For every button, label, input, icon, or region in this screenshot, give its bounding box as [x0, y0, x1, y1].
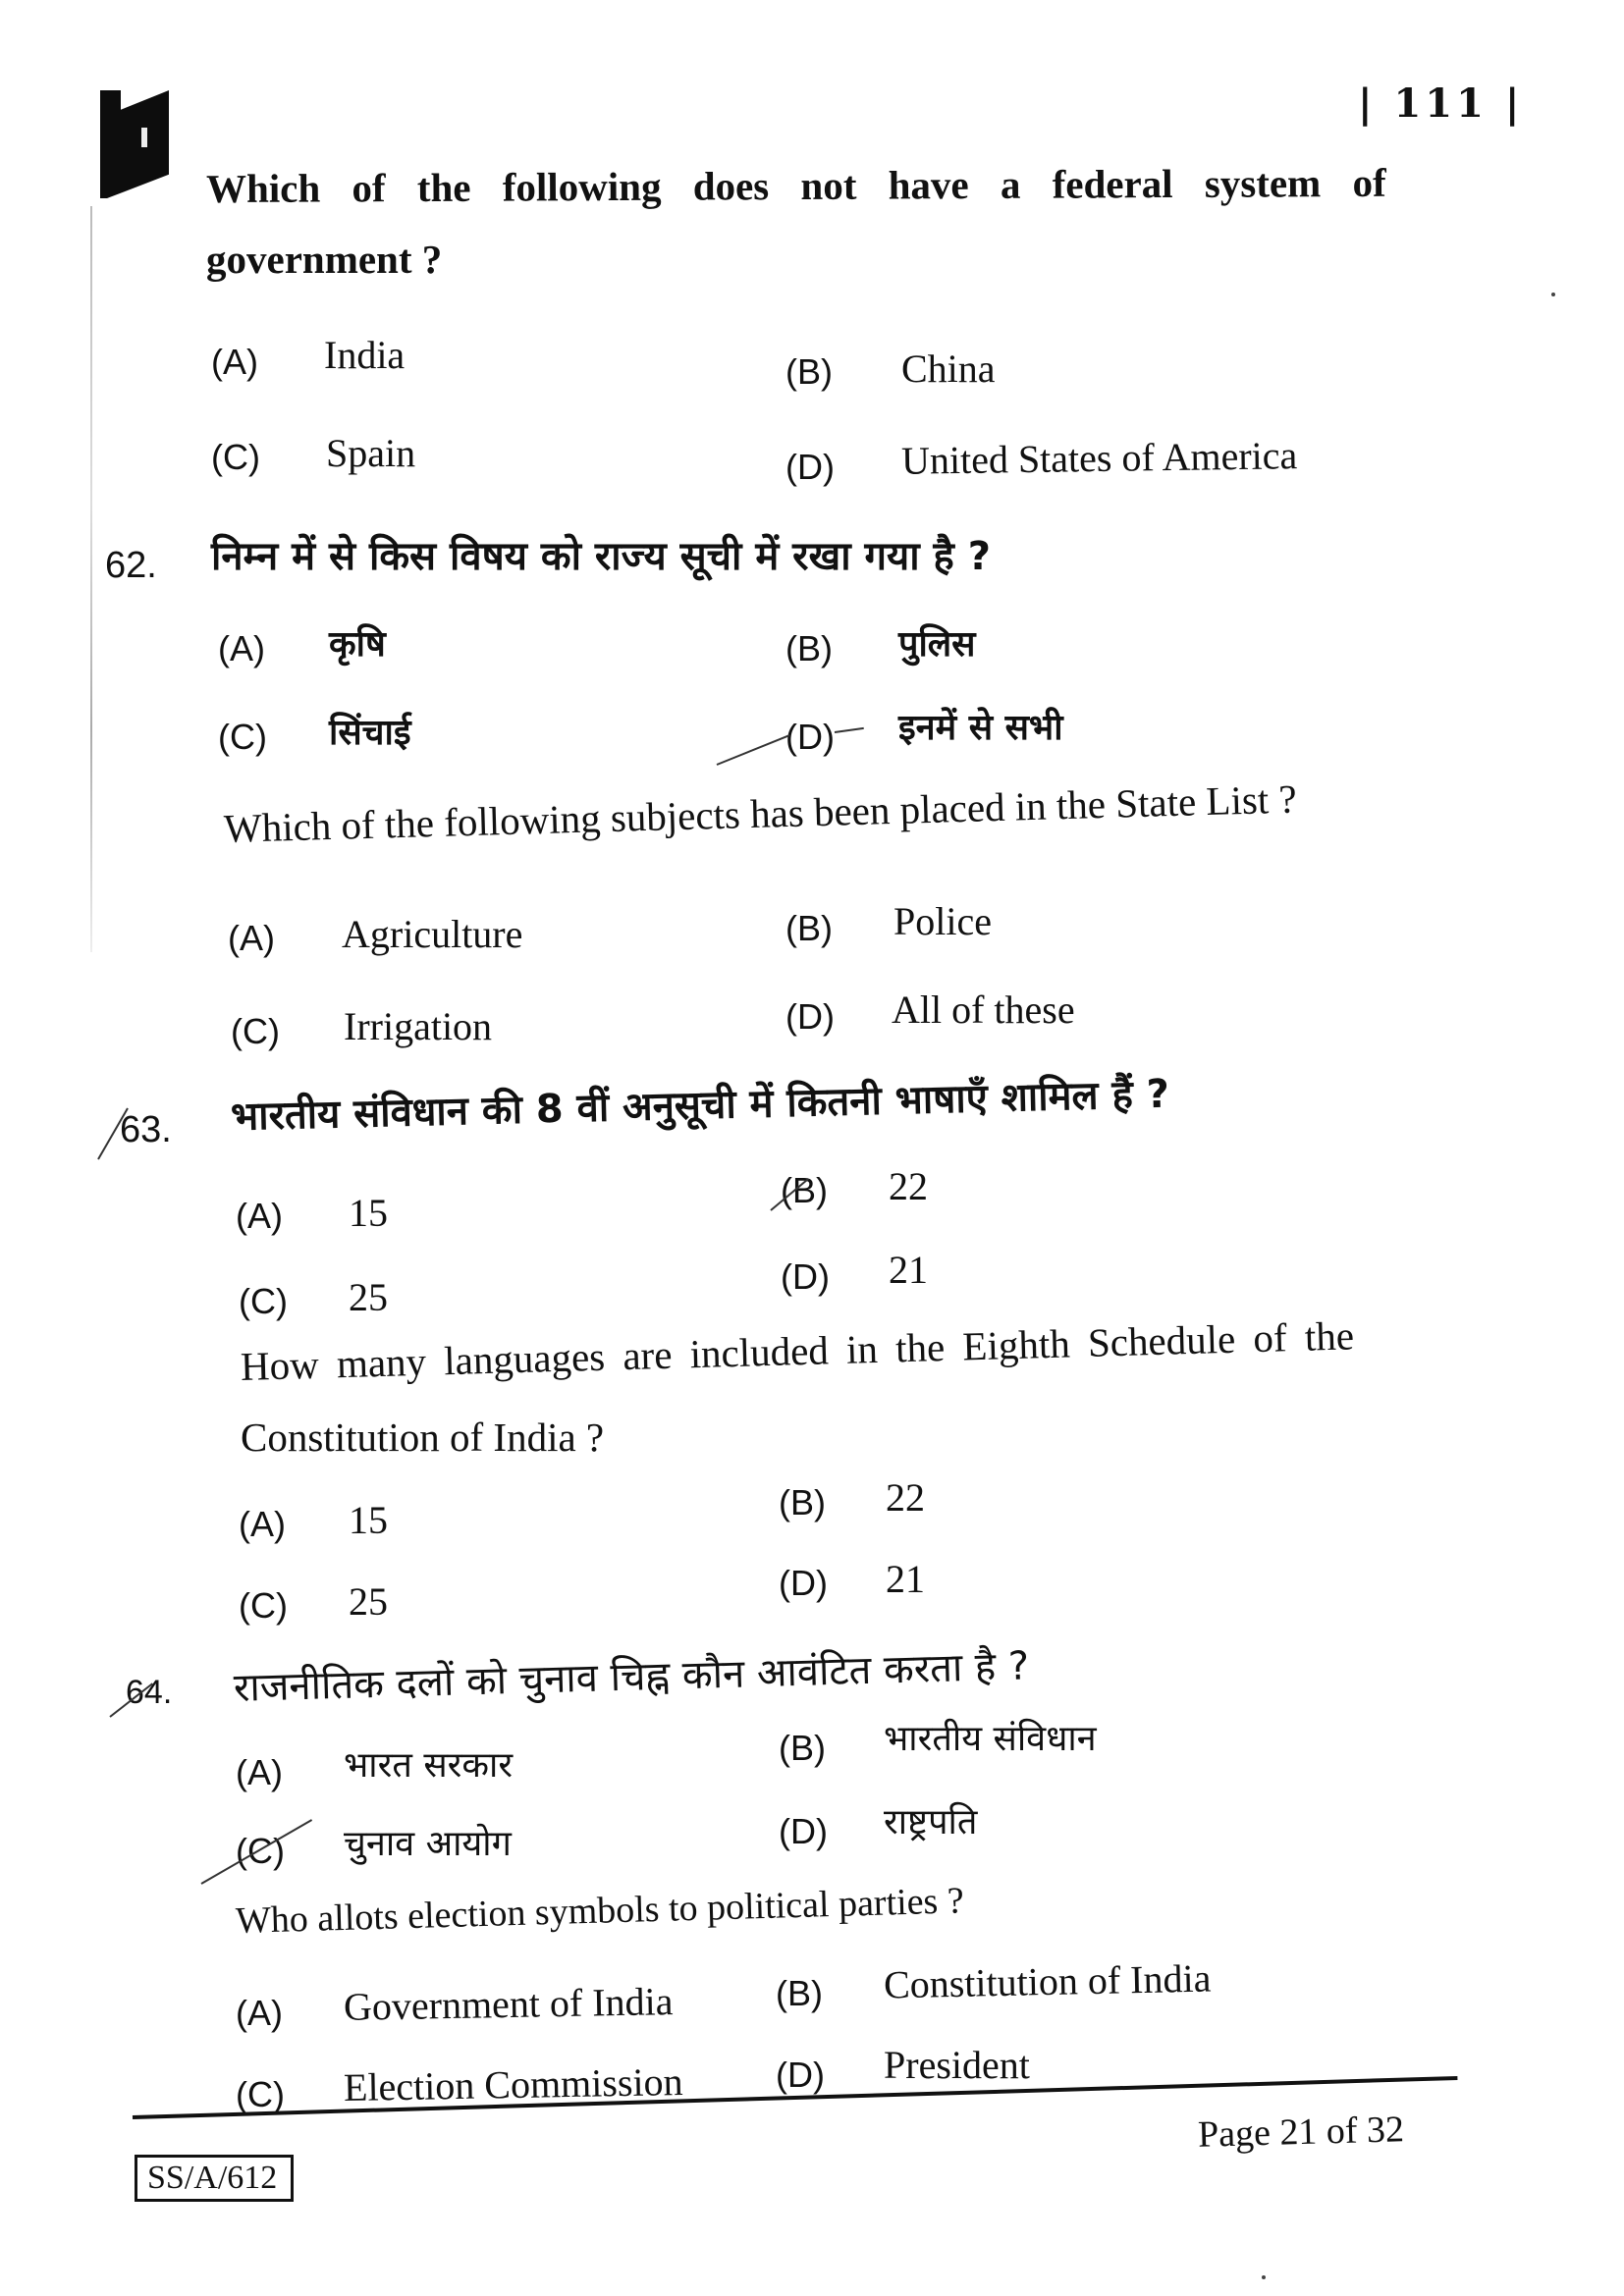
left-margin-shadow	[90, 206, 92, 952]
option-text: Election Commission	[343, 2058, 683, 2110]
option-label-marked: (D)	[785, 717, 835, 757]
option-label-marked: (C)	[236, 1831, 285, 1871]
question-61-text-line2: government ?	[206, 237, 443, 282]
option-text: Government of India	[343, 1979, 674, 2029]
option-text: 21	[889, 1248, 928, 1292]
option-label: (C)	[239, 1281, 288, 1321]
option-text: 22	[886, 1475, 925, 1520]
option-label: (B)	[785, 628, 833, 668]
option-label: (C)	[236, 2074, 285, 2114]
option-label: (A)	[236, 1196, 283, 1236]
option-label: (D)	[785, 447, 835, 487]
option-text: Spain	[326, 431, 416, 475]
option-label: (B)	[785, 351, 833, 392]
option-label: (D)	[779, 1563, 828, 1603]
option-label: (A)	[218, 628, 265, 668]
option-text: 21	[886, 1557, 925, 1601]
pen-tick-mark	[835, 727, 864, 733]
option-label: (B)	[779, 1482, 826, 1522]
option-label: (A)	[228, 918, 275, 958]
option-text: राष्ट्रपति	[884, 1802, 978, 1842]
option-text: President	[884, 2043, 1030, 2087]
option-text: China	[901, 347, 996, 391]
option-label: (D)	[776, 2055, 825, 2095]
option-label: (C)	[231, 1011, 280, 1051]
pen-tick-mark	[717, 734, 790, 766]
option-text: Constitution of India	[883, 1955, 1212, 2007]
page-marker: | 111 |	[1358, 80, 1524, 127]
option-text: India	[324, 333, 406, 377]
option-label: (C)	[218, 717, 267, 757]
option-label: (C)	[239, 1585, 288, 1626]
question-64-hindi-text: राजनीतिक दलों को चुनाव चिह्न कौन आवंटित करता है ?	[233, 1643, 1030, 1711]
question-63-english-text-line2: Constitution of India ?	[241, 1415, 605, 1460]
binding-clip-mark	[100, 90, 169, 198]
question-number-marked: 63.	[120, 1109, 172, 1150]
option-text: 25	[349, 1275, 388, 1319]
page-number: Page 21 of 32	[1197, 2109, 1405, 2156]
question-63-hindi-text: भारतीय संविधान की 8 वीं अनुसूची में कितनी भाषाएँ शामिल हैं ?	[230, 1071, 1170, 1140]
pen-tick-mark	[201, 1819, 313, 1885]
paper-code-box: SS/A/612	[135, 2155, 294, 2202]
option-text: Police	[893, 899, 992, 943]
option-text: चुनाव आयोग	[344, 1824, 512, 1864]
question-64-english-text: Who allots election symbols to political parties ?	[235, 1880, 965, 1942]
option-label: (A)	[236, 1993, 283, 2033]
option-text: 15	[349, 1191, 388, 1235]
option-text: All of these	[892, 988, 1075, 1032]
option-label-marked: (B)	[781, 1170, 828, 1210]
option-label: (C)	[211, 437, 260, 477]
option-text: Agriculture	[342, 912, 523, 956]
option-text: 22	[889, 1164, 928, 1208]
option-text: United States of America	[900, 433, 1298, 483]
option-label: (B)	[776, 1973, 823, 2013]
option-label: (A)	[236, 1752, 283, 1792]
option-text: 25	[349, 1579, 388, 1624]
speck	[1262, 2275, 1266, 2279]
question-63-english-text-line1: How many languages are included in the Eighth Schedule of the	[240, 1312, 1355, 1389]
option-label: (D)	[781, 1256, 830, 1297]
option-text: 15	[349, 1498, 388, 1542]
option-label: (A)	[239, 1504, 286, 1544]
option-text: भारत सरकार	[344, 1745, 514, 1786]
speck	[1551, 293, 1555, 296]
question-number-marked: 64.	[126, 1674, 173, 1711]
question-62-english-text: Which of the following subjects has been placed in the State List ?	[223, 775, 1298, 851]
option-label: (B)	[779, 1728, 826, 1768]
question-62-hindi-text: निम्न में से किस विषय को राज्य सूची में रखा गया है ?	[211, 534, 991, 579]
option-text: Irrigation	[344, 1004, 493, 1048]
option-text: सिंचाई	[329, 713, 411, 753]
option-label: (B)	[785, 908, 833, 948]
option-text: इनमें से सभी	[898, 708, 1063, 748]
option-text: कृषि	[329, 624, 386, 665]
option-label: (A)	[211, 342, 258, 382]
option-label: (D)	[785, 996, 835, 1037]
option-text: भारतीय संविधान	[884, 1719, 1097, 1759]
question-number: 62.	[105, 545, 157, 586]
question-61-text-line1: Which of the following does not have a federal system of	[205, 159, 1386, 212]
option-label: (D)	[779, 1811, 828, 1851]
option-text: पुलिस	[898, 624, 976, 665]
